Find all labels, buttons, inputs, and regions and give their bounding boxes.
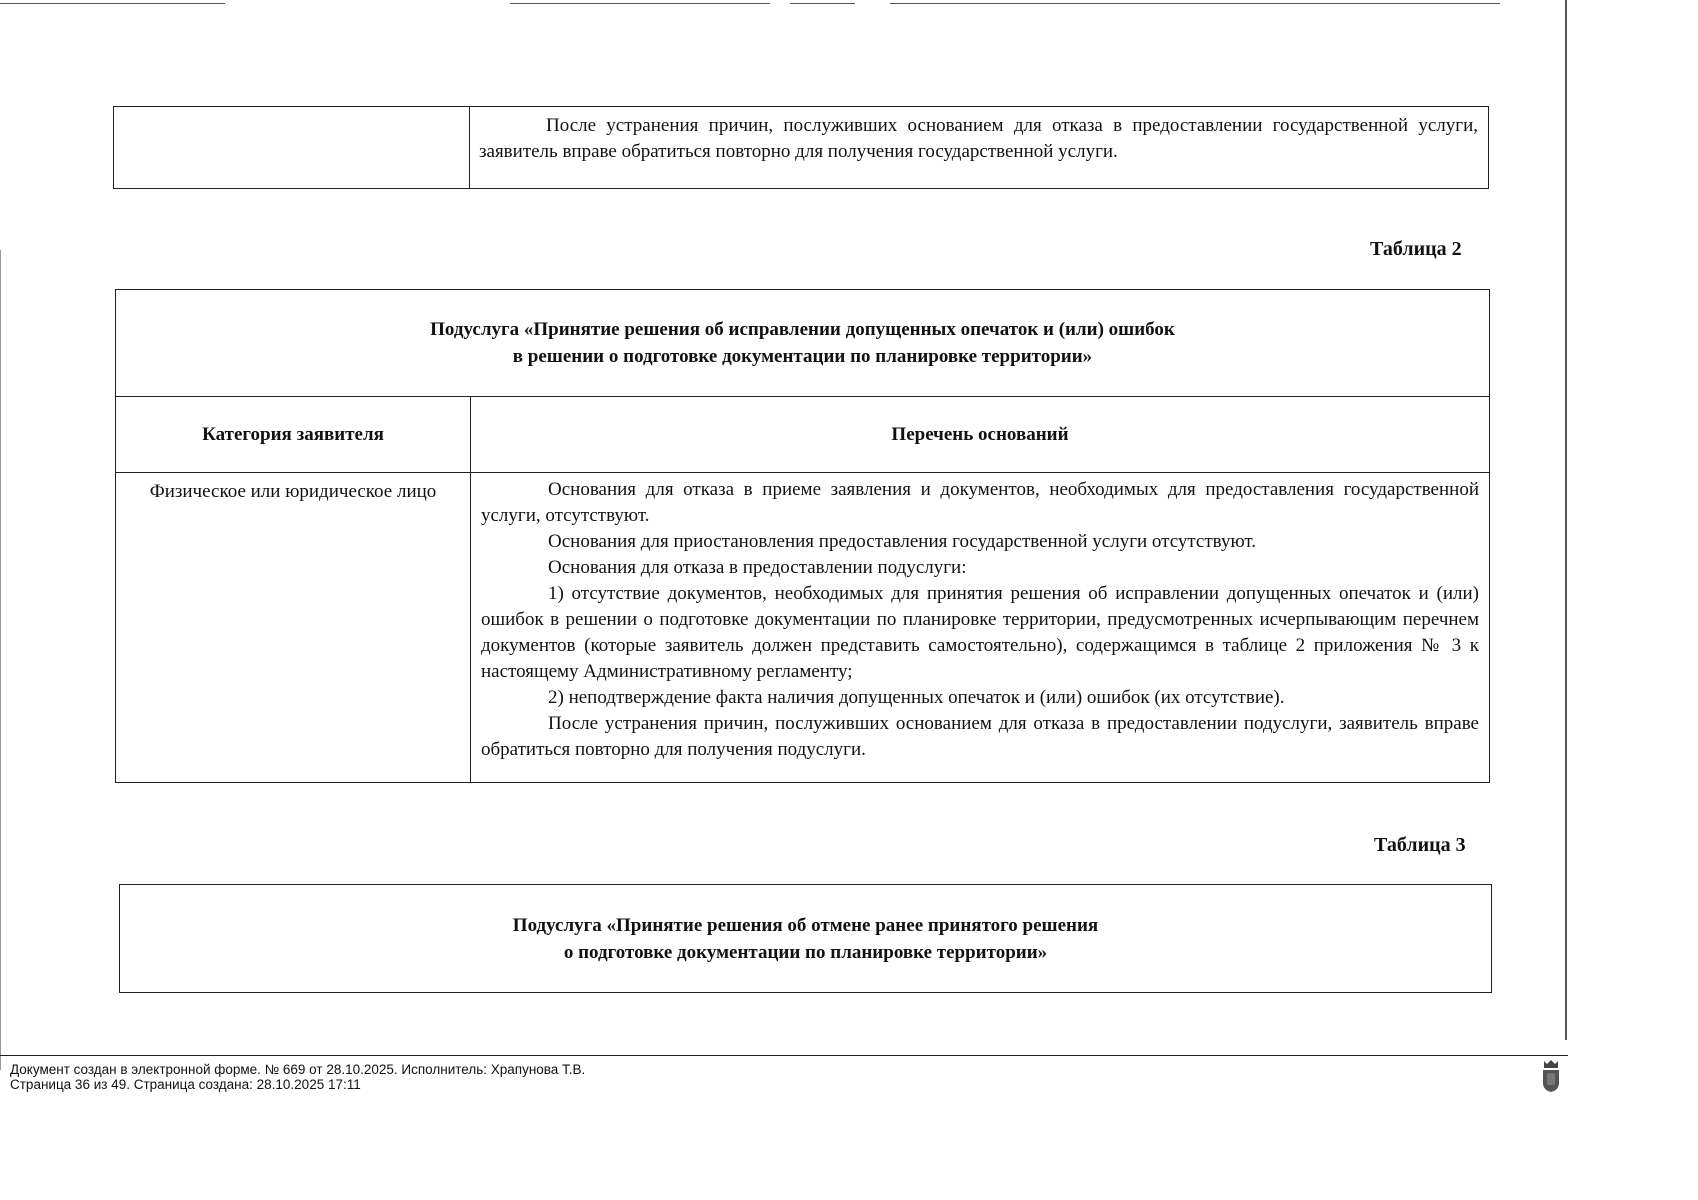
table-3-heading	[120, 885, 1492, 993]
reasons-cell	[471, 473, 1490, 783]
table-3-heading-line2: о подготовке документации по планировке территории»	[563, 941, 1048, 963]
table-2	[115, 289, 1490, 783]
table-1-text-cell	[470, 107, 1489, 189]
table-1-continuation	[113, 106, 1489, 189]
column-header-category: Категория заявителя	[116, 397, 471, 473]
table-3-heading-line1: Подуслуга «Принятие решения об отмене ранее принятого решения	[512, 914, 1099, 936]
table-2-heading-line2: в решении о подготовке документации по планировке территории»	[512, 346, 1093, 367]
footer-page-info: Страница 36 из 49. Страница создана: 28.10.2025 17:11	[10, 1077, 361, 1092]
scan-edge-line	[510, 3, 770, 4]
reason-paragraph: После устранения причин, послуживших основанием для отказа в предоставлении подуслуги, заявитель вправе обратиться повторно для получения подуслуги.	[481, 713, 1479, 760]
document-footer	[0, 1055, 1568, 1092]
scan-right-edge	[1565, 0, 1567, 1040]
coat-of-arms-icon	[1541, 1059, 1561, 1093]
table-1-paragraph: После устранения причин, послуживших основанием для отказа в предоставлении государственной услуги, заявитель вправе обратиться повторно для получения государственной услуги.	[479, 115, 1478, 162]
table-1-empty-cell	[114, 107, 470, 189]
reason-paragraph: Основания для отказа в приеме заявления и документов, необходимых для предоставления государственной услуги, отсутствуют.	[481, 479, 1479, 526]
scan-edge-line	[890, 3, 1500, 4]
table-3-label: Таблица 3	[1374, 834, 1466, 856]
table-3	[119, 884, 1492, 993]
reason-paragraph: Основания для отказа в предоставлении подуслуги:	[548, 557, 967, 578]
table-2-label: Таблица 2	[1370, 238, 1462, 260]
reason-paragraph: 1) отсутствие документов, необходимых для принятия решения об исправлении допущенных опечаток и (или) ошибок в решении о подготовке документации по планировке территории, предусмотренных исчерпывающим перечнем документов (которые заявитель должен представить самостоятельно), содержащимся в таблице 2 приложения № 3 к настоящему Административному регламенту;	[481, 583, 1479, 682]
applicant-category-cell: Физическое или юридическое лицо	[116, 473, 471, 783]
table-2-heading-line1: Подуслуга «Принятие решения об исправлении допущенных опечаток и (или) ошибок	[430, 319, 1175, 340]
scan-left-edge	[0, 250, 1, 1070]
column-header-reasons: Перечень оснований	[471, 397, 1490, 473]
reason-paragraph: Основания для приостановления предоставления государственной услуги отсутствуют.	[548, 531, 1257, 552]
scan-edge-line	[790, 3, 855, 4]
reason-paragraph: 2) неподтверждение факта наличия допущенных опечаток и (или) ошибок (их отсутствие).	[548, 687, 1285, 708]
footer-document-info: Документ создан в электронной форме. № 669 от 28.10.2025. Исполнитель: Храпунова Т.В.	[10, 1062, 586, 1077]
table-2-heading	[116, 290, 1490, 397]
scan-edge-line	[0, 3, 225, 4]
